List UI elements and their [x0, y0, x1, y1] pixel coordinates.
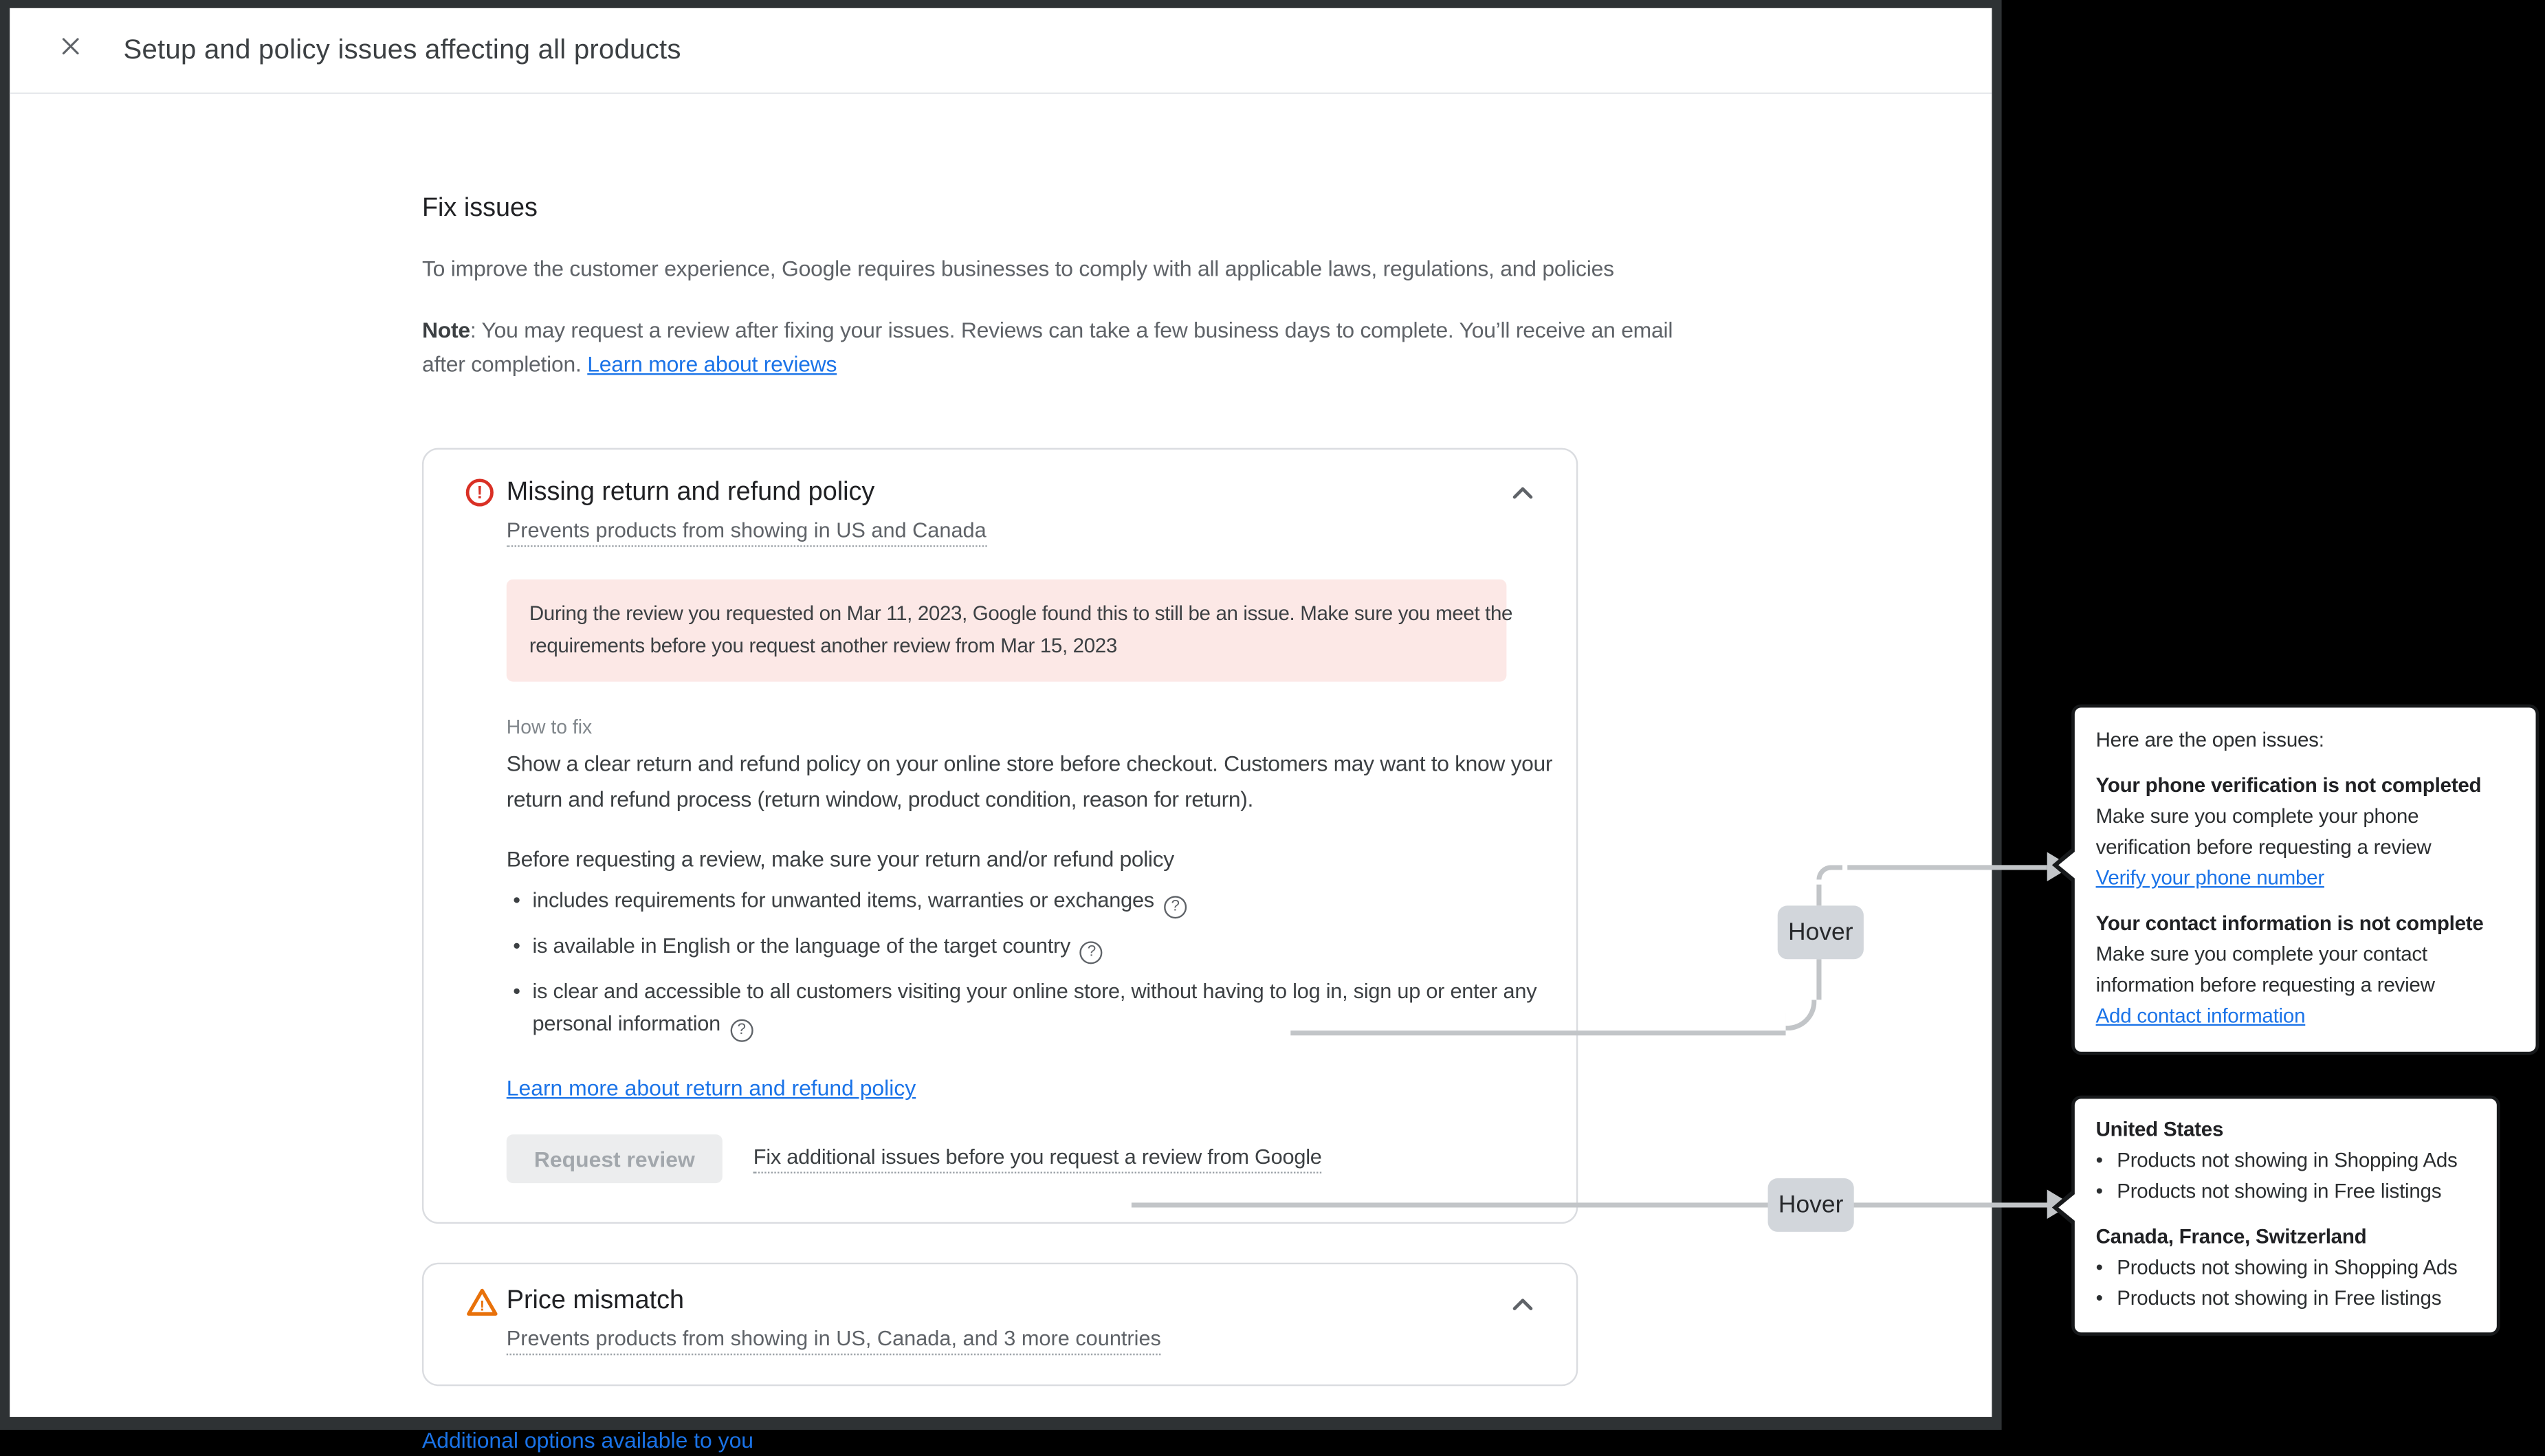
hover-cursor-badge-2: Hover — [1768, 1178, 1854, 1232]
connector-a-vertical — [1816, 959, 1821, 1000]
add-contact-info-link[interactable]: Add contact information — [2095, 1004, 2306, 1028]
note-label: Note — [421, 318, 470, 343]
list-item: • is clear and accessible to all customers visiting your online store, without having to log in, sign up or enter any personal information ? — [507, 975, 1544, 1042]
hover-cursor-badge-1: Hover — [1778, 905, 1864, 959]
issue-card-missing-return-policy — [422, 448, 1578, 1224]
request-review-button[interactable]: Request review — [507, 1134, 723, 1183]
note-paragraph — [421, 313, 1673, 382]
note-line1: : You may request a review after fixing your issues. Reviews can take a few business days to complete. You’ll receive an email — [470, 318, 1673, 343]
issue-card-price-mismatch — [422, 1263, 1578, 1386]
dialog-header — [10, 8, 1992, 94]
verify-phone-link[interactable]: Verify your phone number — [2095, 866, 2324, 890]
connector-a-vertical-upper — [1816, 885, 1821, 906]
alert-line2: requirements before you request another review from Mar 15, 2023 — [529, 633, 1117, 657]
close-button[interactable] — [49, 29, 91, 71]
card2-title: Price mismatch — [506, 1287, 684, 1315]
tooltip1-heading-phone: Your phone verification is not completed — [2095, 774, 2482, 797]
tooltip2-heading-us: United States — [2095, 1118, 2224, 1141]
help-icon[interactable]: ? — [730, 1019, 753, 1042]
card2-header — [466, 1287, 1544, 1316]
before-review-text: Before requesting a review, make sure your return and/or refund policy — [506, 847, 1174, 872]
open-issues-tooltip: Here are the open issues: Your phone verification is not completed Make sure you complete your phone verification before requesting a review Verify your phone number Your contact information is not complete Make sure you complete your contact information before requesting a review Add contact information — [2071, 705, 2539, 1055]
connector-b-horizontal — [1132, 1202, 2051, 1207]
card2-subtitle-hover-target[interactable]: Prevents products from showing in US, Canada, and 3 more countries — [507, 1326, 1161, 1355]
countries-tooltip: United States • Products not showing in Shopping Ads • Products not showing in Free listings Canada, France, Switzerland • Products not showing in Shopping Ads • Products not showing in Free listings — [2071, 1096, 2500, 1336]
svg-text:!: ! — [479, 1297, 485, 1314]
tooltip2-heading-ca-fr-ch: Canada, France, Switzerland — [2095, 1225, 2367, 1248]
chevron-up-icon — [1505, 490, 1541, 518]
warning-icon — [466, 1287, 496, 1316]
intro-description: To improve the customer experience, Google requires businesses to comply with all applicable laws, regulations, and policies — [421, 256, 1614, 281]
chevron-up-icon — [1505, 1301, 1541, 1329]
alert-line1: During the review you requested on Mar 11, 2023, Google found this to still be an issue. Make sure you meet the — [529, 602, 1513, 625]
close-icon — [58, 34, 82, 67]
card1-title: Missing return and refund policy — [506, 478, 875, 507]
how-to-fix-label: How to fix — [506, 716, 593, 739]
learn-more-return-policy-link[interactable]: Learn more about return and refund policy — [506, 1076, 916, 1101]
card1-collapse-button[interactable] — [1505, 476, 1541, 520]
tooltip1-intro: Here are the open issues: — [2095, 729, 2324, 752]
card2-collapse-button[interactable] — [1505, 1287, 1541, 1331]
how-line2: return and refund process (return window, product condition, reason for return). — [506, 786, 1254, 811]
list-item: • includes requirements for unwanted items, warranties or exchanges ? — [507, 885, 1544, 919]
help-icon[interactable]: ? — [1080, 941, 1103, 964]
error-icon: ! — [466, 478, 496, 507]
tooltip1-heading-contact: Your contact information is not complete — [2095, 912, 2484, 935]
how-to-fix-paragraph — [506, 747, 1553, 817]
fix-issues-heading: Fix issues — [421, 195, 538, 223]
note-line2: after completion. — [421, 352, 582, 377]
how-line1: Show a clear return and refund policy on your online store before checkout. Customers may want to know your — [506, 751, 1553, 776]
requirement-list — [507, 885, 1544, 1042]
review-failed-alert — [507, 580, 1513, 682]
card1-header — [466, 478, 1544, 507]
card1-actions — [507, 1134, 1544, 1183]
connector-a-horizontal-bottom — [1290, 1030, 1785, 1035]
list-item: • is available in English or the language of the target country ? — [507, 930, 1544, 964]
fix-additional-issues-hover-target[interactable]: Fix additional issues before you request a review from Google — [753, 1144, 1322, 1173]
additional-options-link[interactable]: Additional options available to you — [421, 1428, 754, 1453]
card1-subtitle-hover-target[interactable]: Prevents products from showing in US and Canada — [507, 518, 987, 547]
learn-more-reviews-link[interactable]: Learn more about reviews — [587, 352, 837, 377]
connector-a-horizontal-top — [1847, 865, 2047, 870]
dialog-content — [421, 195, 1673, 1455]
dialog-title: Setup and policy issues affecting all products — [123, 34, 681, 65]
help-icon[interactable]: ? — [1164, 896, 1187, 918]
